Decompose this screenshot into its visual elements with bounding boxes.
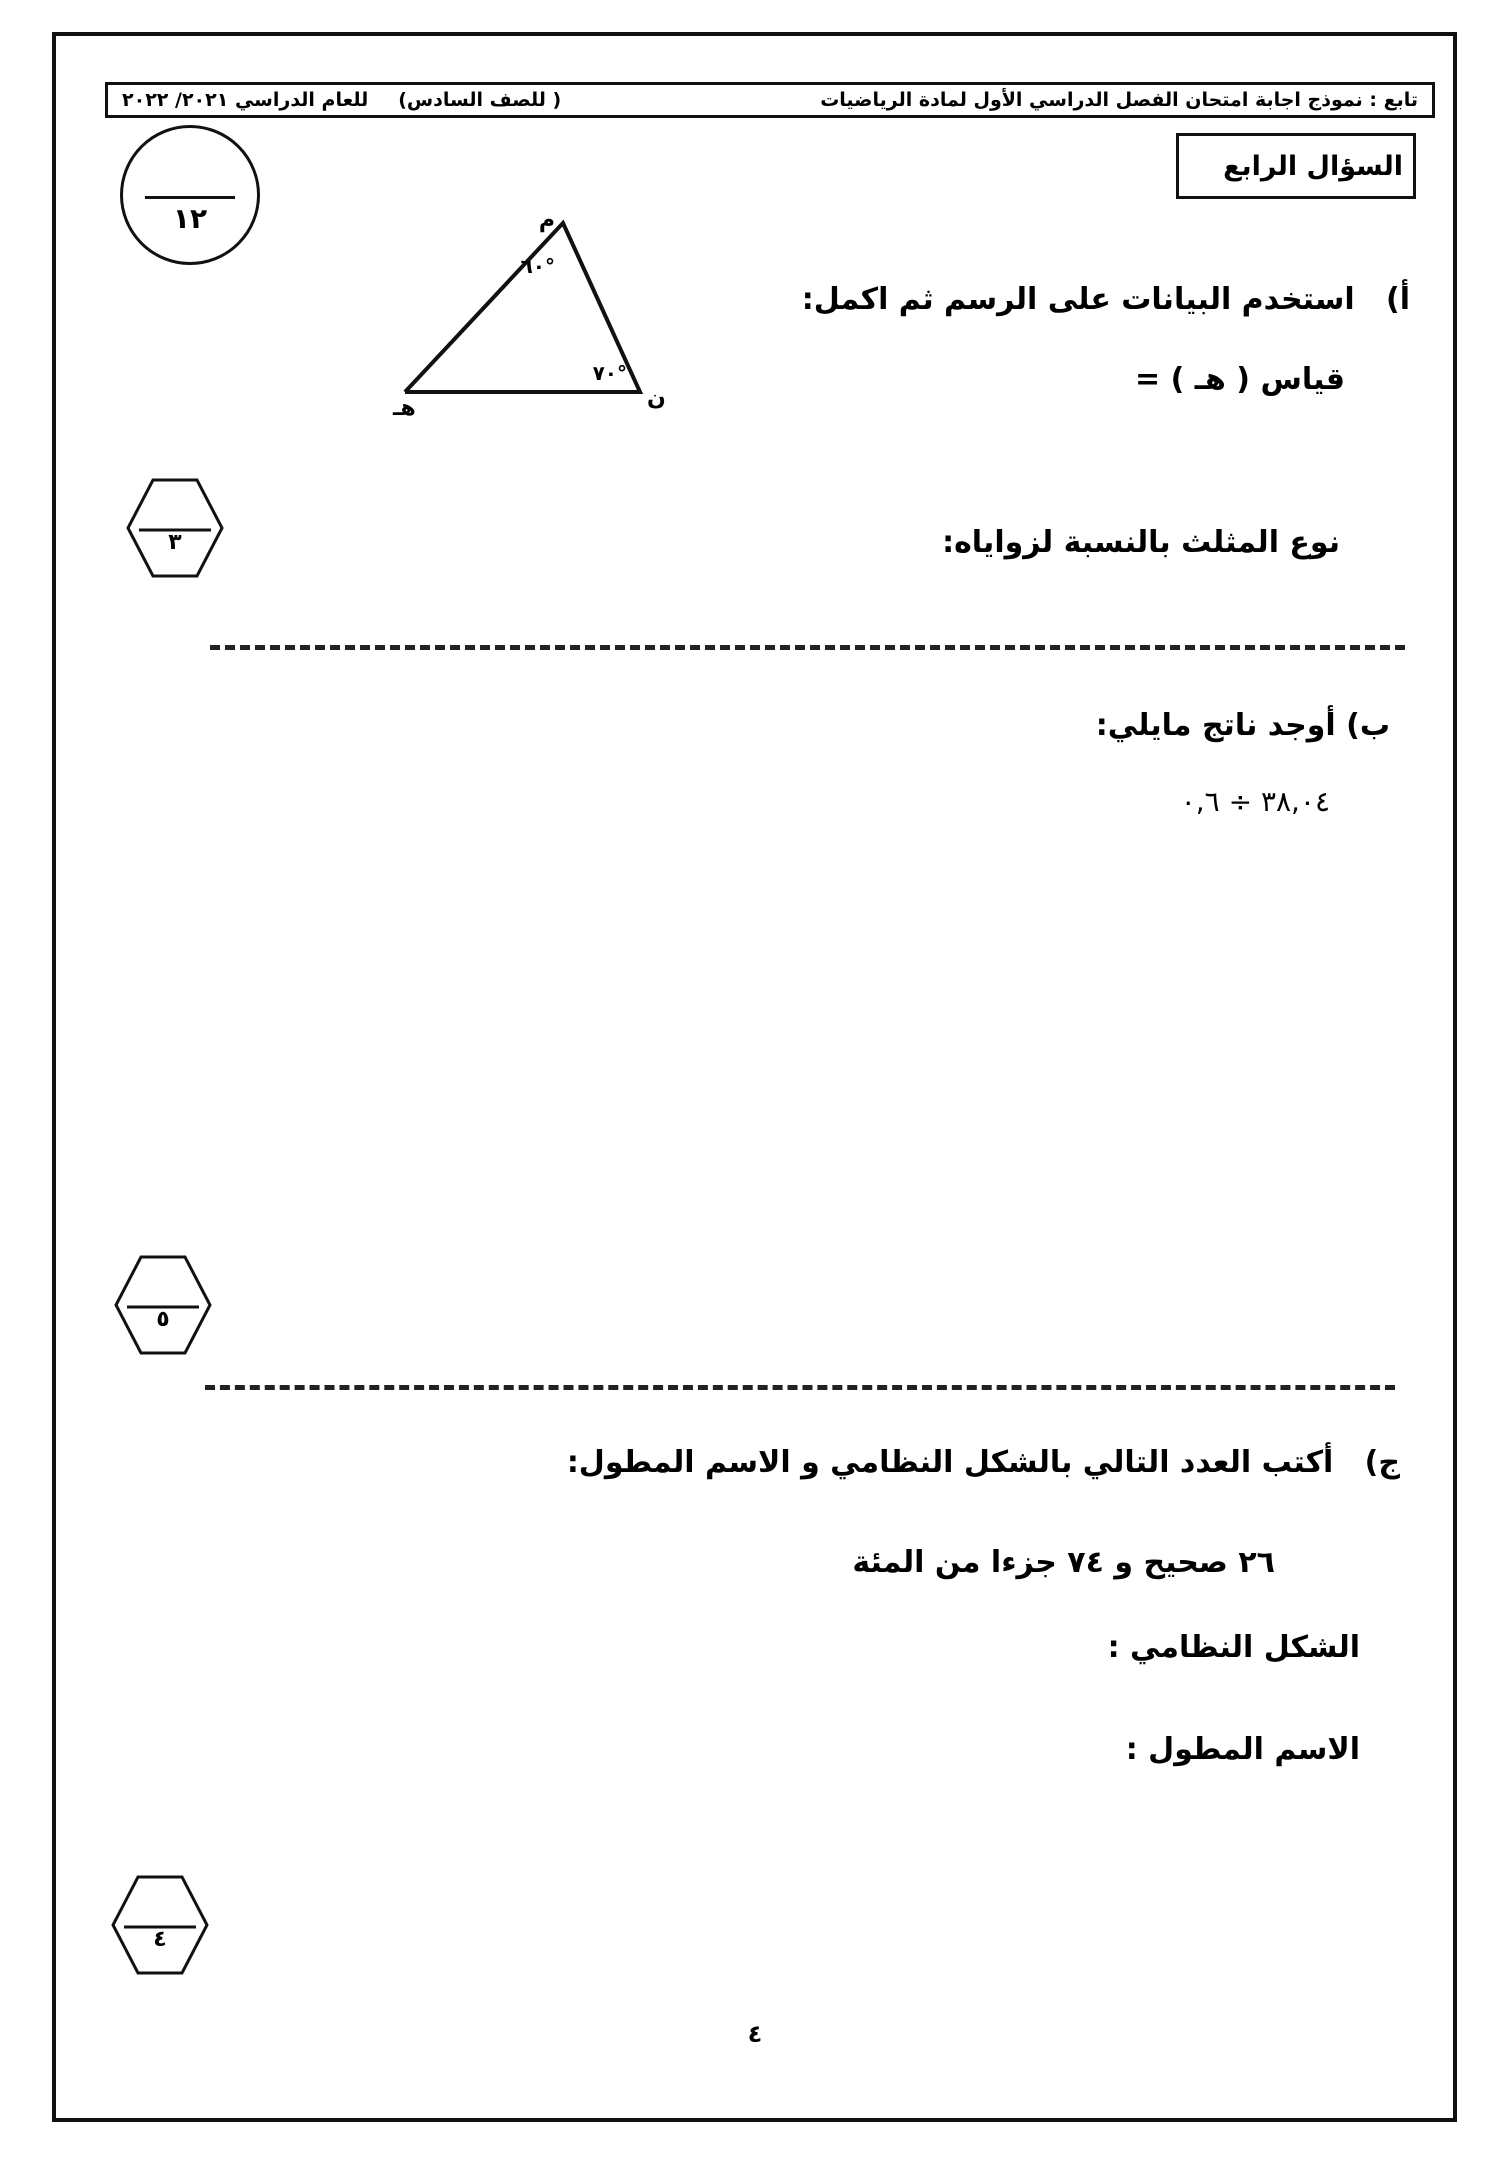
triangle-type-prompt: نوع المثلث بالنسبة لزواياه: bbox=[942, 525, 1340, 560]
division-expression: ٣٨,٠٤ ÷ ٠,٦ bbox=[1180, 785, 1330, 818]
page-frame bbox=[52, 32, 1457, 2122]
total-score: ١٢ bbox=[172, 202, 208, 235]
part-b-score: ٥ bbox=[156, 1307, 170, 1332]
exam-header bbox=[105, 82, 1435, 118]
part-a-line bbox=[802, 282, 1410, 317]
angle-right-label: ٧٠° bbox=[592, 361, 627, 385]
part-a-instruction: استخدم البيانات على الرسم ثم اكمل: bbox=[801, 282, 1355, 317]
angle-top-label: ٦٠° bbox=[520, 254, 555, 278]
total-score-circle bbox=[120, 125, 260, 265]
header-grade: ( للصف السادس) bbox=[398, 89, 562, 111]
vertex-top-label: م bbox=[538, 208, 555, 233]
part-c-instruction: أكتب العدد التالي بالشكل النظامي و الاسم المطول: bbox=[566, 1445, 1334, 1480]
part-c-score: ٤ bbox=[153, 1927, 167, 1952]
question-title bbox=[1176, 133, 1416, 199]
standard-form-prompt: الشكل النظامي : bbox=[1107, 1630, 1360, 1665]
page-number: ٤ bbox=[747, 2020, 763, 2048]
header-year: للعام الدراسي ٢٠٢١/ ٢٠٢٢ bbox=[122, 89, 369, 111]
question-title-text: السؤال الرابع bbox=[1223, 150, 1403, 182]
score-divider bbox=[145, 196, 235, 199]
part-c-label: ج) bbox=[1364, 1445, 1400, 1480]
vertex-right-label: ن bbox=[647, 386, 666, 411]
part-a-score: ٣ bbox=[168, 530, 182, 555]
part-c-line bbox=[567, 1445, 1400, 1480]
part-a-score-hexagon bbox=[125, 478, 225, 578]
part-b-label: ب) bbox=[1346, 708, 1390, 743]
part-c-score-hexagon bbox=[110, 1875, 210, 1975]
part-b-score-hexagon bbox=[113, 1255, 213, 1355]
number-in-words: ٢٦ صحيح و ٧٤ جزءا من المئة bbox=[852, 1545, 1275, 1580]
section-divider-2 bbox=[205, 1385, 1395, 1390]
part-b-instruction: أوجد ناتج مايلي: bbox=[1095, 708, 1336, 743]
part-a-label: أ) bbox=[1386, 282, 1410, 317]
angle-measure-prompt: قياس ( هـ ) = bbox=[1135, 362, 1345, 397]
header-title: تابع : نموذج اجابة امتحان الفصل الدراسي الأول لمادة الرياضيات bbox=[820, 89, 1418, 111]
vertex-left-label: هـ bbox=[393, 396, 416, 421]
part-b-line bbox=[1096, 708, 1390, 743]
section-divider-1 bbox=[210, 645, 1405, 650]
expanded-name-prompt: الاسم المطول : bbox=[1125, 1732, 1360, 1767]
triangle-diagram bbox=[385, 205, 685, 425]
